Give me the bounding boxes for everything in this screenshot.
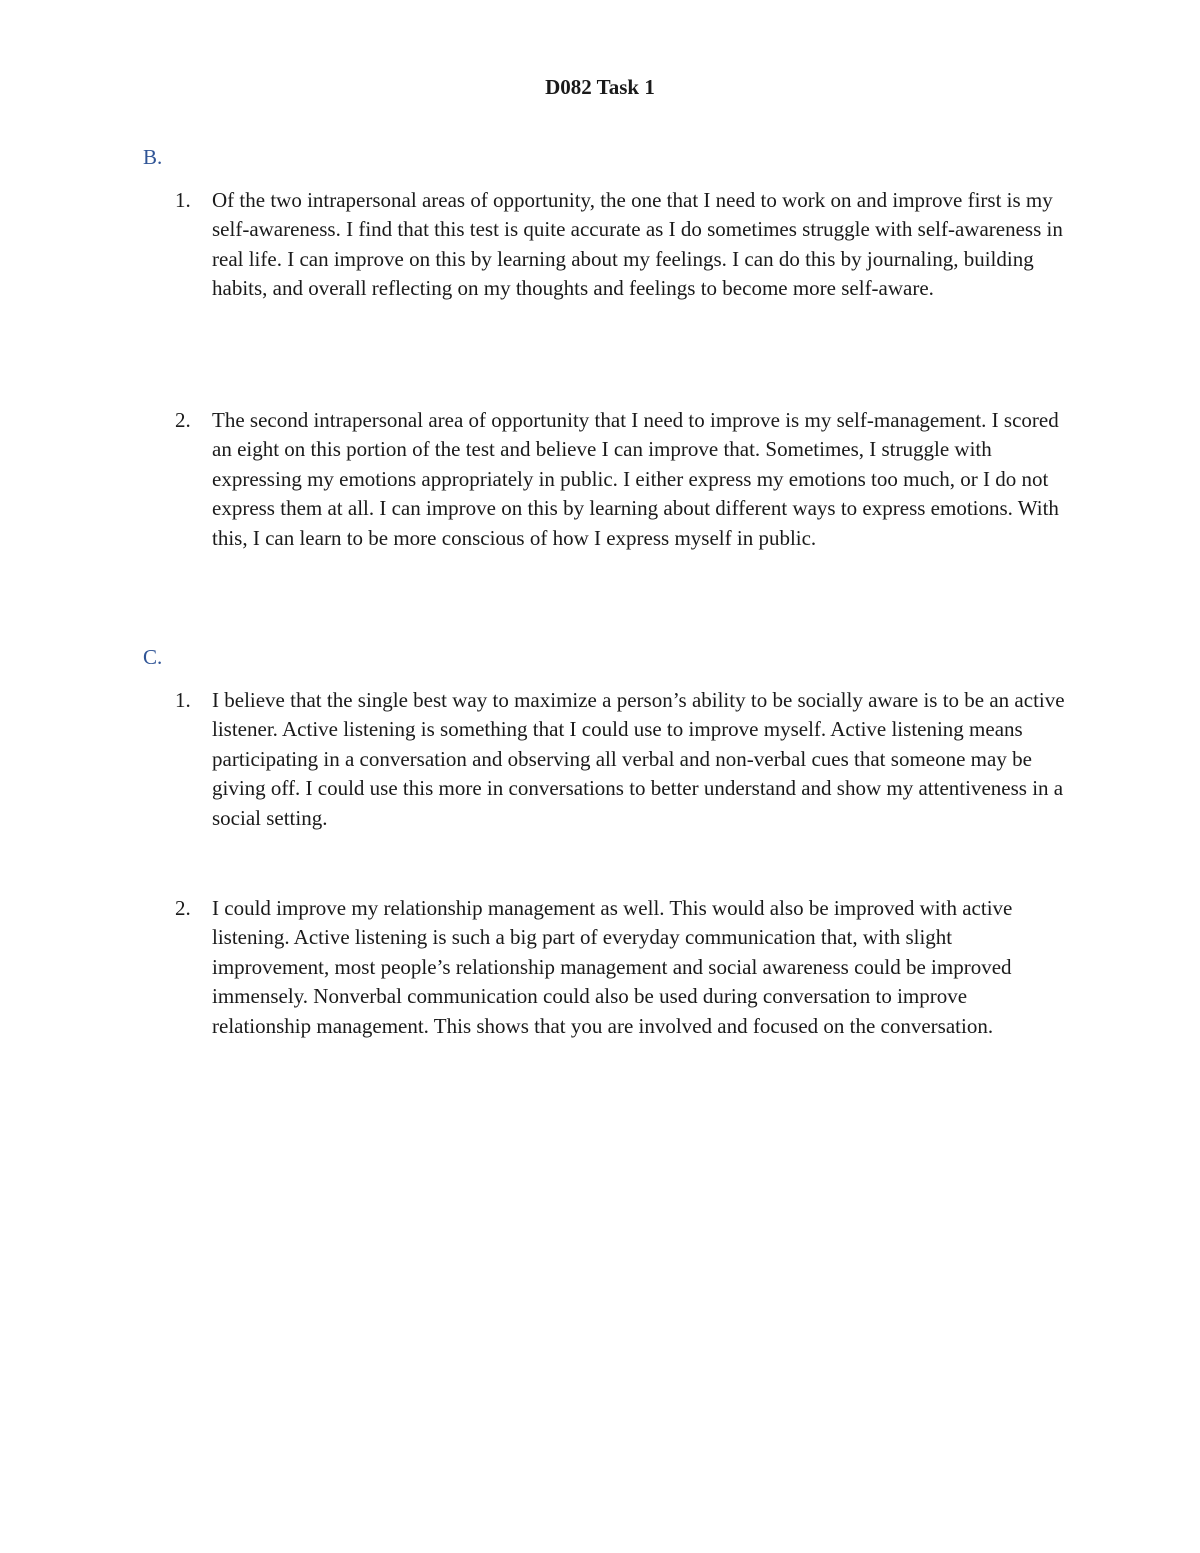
list-item	[175, 186, 1065, 304]
list-item-number: 1.	[175, 688, 191, 712]
list-item	[175, 686, 1065, 833]
list-item-number: 2.	[175, 896, 191, 920]
section-heading-b: B.	[143, 145, 163, 169]
section-heading-c: C.	[143, 645, 163, 669]
list-item	[175, 406, 1065, 553]
list-item-text: I could improve my relationship management as well. This would also be improved with active listening. Active listening is such a big part of everyday communication that, with slight improvement, most people’s relationship management and social awareness could be improved immensely. Nonverbal communication could also be used during conversation to improve relationship management. This shows that you are involved and focused on the conversation.	[212, 896, 1013, 1038]
list-item-text: I believe that the single best way to maximize a person’s ability to be socially aware is to be an active listener. Active listening is something that I could use to improve myself. Active listening means participating in a conversation and observing all verbal and non-verbal cues that someone may be giving off. I could use this more in conversations to better understand and show my attentiveness in a social setting.	[212, 688, 1065, 830]
list-item-number: 1.	[175, 188, 191, 212]
list-item-number: 2.	[175, 408, 191, 432]
document-title: D082 Task 1	[545, 75, 655, 99]
list-item-text: The second intrapersonal area of opportunity that I need to improve is my self-management. I scored an eight on this portion of the test and believe I can improve that. Sometimes, I struggle with expressing my emotions appropriately in public. I either express my emotions too much, or I do not express them at all. I can improve on this by learning about different ways to express emotions. With this, I can learn to be more conscious of how I express myself in public.	[212, 408, 1059, 550]
list-item-text: Of the two intrapersonal areas of opportunity, the one that I need to work on and improve first is my self-awareness. I find that this test is quite accurate as I do sometimes struggle with self-awareness in real life. I can improve on this by learning about my feelings. I can do this by journaling, building habits, and overall reflecting on my thoughts and feelings to become more self-aware.	[212, 188, 1063, 301]
list-item	[175, 894, 1065, 1041]
